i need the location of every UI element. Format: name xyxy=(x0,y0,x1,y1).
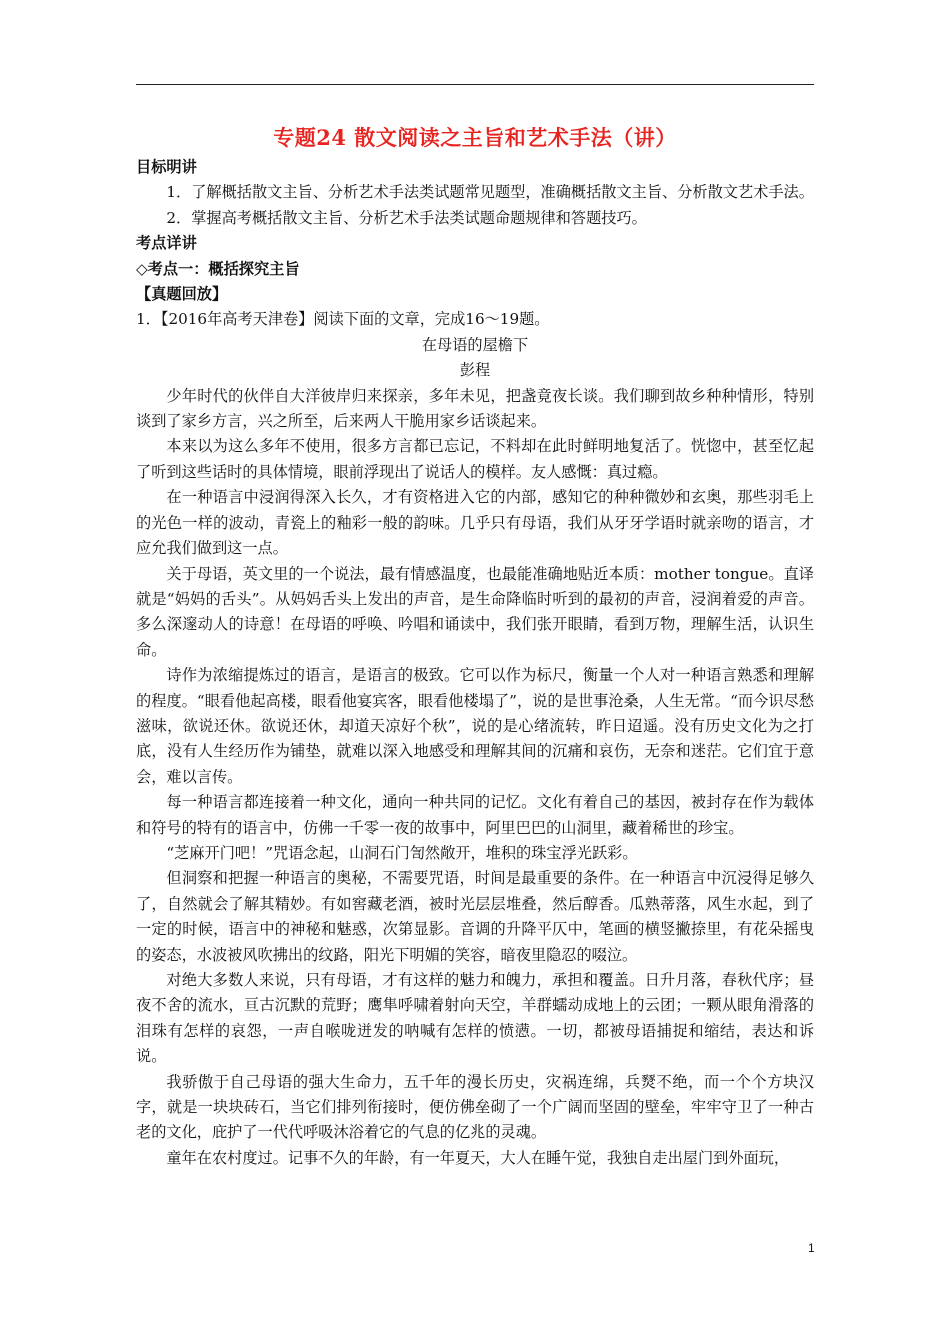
question-intro: 1．【2016年高考天津卷】阅读下面的文章，完成16～19题。 xyxy=(136,310,550,329)
article-title: 在母语的屋檐下 xyxy=(421,335,529,354)
goal-item-1: 1．了解概括散文主旨、分析艺术手法类试题常见题型，准确概括散文主旨、分析散文艺术手法。 xyxy=(166,183,814,202)
document-body xyxy=(136,155,814,1171)
real-exam-heading: 【真题回放】 xyxy=(136,285,228,304)
article-paragraph: “芝麻开门吧！”咒语念起，山洞石门訇然敞开，堆积的珠宝浮光跃彩。 xyxy=(166,843,638,862)
article-paragraph: 童年在农村度过。记事不久的年龄，有一年夏天，大人在睡午觉，我独自走出屋门到外面玩， xyxy=(166,1148,790,1167)
article-paragraph: 关于母语，英文里的一个说法，最有情感温度，也最能准确地贴近本质：mother tongue。直译就是“妈妈的舌头”。从妈妈舌头上发出的声音，是生命降临时听到的最初的声音，浸润着爱的声音。多么深邃动人的诗意！在母语的呼唤、吟唱和诵读中，我们张开眼睛，看到万物，理解生活，认识生命。 xyxy=(136,564,814,659)
article-author: 彭程 xyxy=(459,361,491,380)
article-paragraph: 诗作为浓缩提炼过的语言，是语言的极致。它可以作为标尺，衡量一个人对一种语言熟悉和理解的程度。“眼看他起高楼，眼看他宴宾客，眼看他楼塌了”，说的是世事沧桑，人生无常。“而今识尽愁滋味，欲说还休。欲说还休，却道天凉好个秋”，说的是心绪流转，昨日迢遥。没有历史文化为之打底，没有人生经历作为铺垫，就难以深入地感受和理解其间的沉痛和哀伤，无奈和迷茫。它们宜于意会，难以言传。 xyxy=(136,666,814,786)
points-heading: 考点详讲 xyxy=(136,234,197,253)
document-title: 专题24 散文阅读之主旨和艺术手法（讲） xyxy=(273,125,677,150)
article-paragraph: 本来以为这么多年不使用，很多方言都已忘记，不料却在此时鲜明地复活了。恍惚中，甚至忆起了听到这些话时的具体情境，眼前浮现出了说话人的模样。友人感慨：真过瘾。 xyxy=(136,437,814,481)
article-paragraph: 在一种语言中浸润得深入长久，才有资格进入它的内部，感知它的种种微妙和玄奥，那些羽毛上的光色一样的波动，青瓷上的釉彩一般的韵味。几乎只有母语，我们从牙牙学语时就亲吻的语言，才应允我们做到这一点。 xyxy=(136,488,814,558)
goal-heading: 目标明讲 xyxy=(136,158,197,176)
header-rule xyxy=(136,84,814,85)
article-paragraph: 我骄傲于自己母语的强大生命力，五千年的漫长历史，灾祸连绵，兵燹不绝，而一个个方块汉字，就是一块块砖石，当它们排列衔接时，便仿佛垒砌了一个广阔而坚固的壁垒，牢牢守卫了一种古老的文化，庇护了一代代呼吸沐浴着它的气息的亿兆的灵魂。 xyxy=(136,1072,814,1142)
article-paragraph: 对绝大多数人来说，只有母语，才有这样的魅力和魄力，承担和覆盖。日升月落，春秋代序；昼夜不舍的流水，亘古沉默的荒野；鹰隼呼啸着射向天空，羊群蠕动成地上的云团；一颗从眼角滑落的泪珠有怎样的哀怨，一声自喉咙迸发的呐喊有怎样的愤懑。一切，都被母语捕捉和缩结，表达和诉说。 xyxy=(136,971,814,1066)
article-paragraph: 少年时代的伙伴自大洋彼岸归来探亲，多年未见，把盏竟夜长谈。我们聊到故乡种种情形，特别谈到了家乡方言，兴之所至，后来两人干脆用家乡话谈起来。 xyxy=(136,386,814,431)
page-number: 1 xyxy=(808,1241,815,1255)
article-paragraph: 每一种语言都连接着一种文化，通向一种共同的记忆。文化有着自己的基因，被封存在作为载体和符号的特有的语言中，仿佛一千零一夜的故事中，阿里巴巴的山洞里，藏着稀世的珍宝。 xyxy=(136,793,814,837)
goal-item-2: 2．掌握高考概括散文主旨、分析艺术手法类试题命题规律和答题技巧。 xyxy=(166,208,647,227)
article-paragraph: 但洞察和把握一种语言的奥秘，不需要咒语，时间是最重要的条件。在一种语言中沉浸得足够久了，自然就会了解其精妙。有如窖藏老酒，被时光层层堆叠，然后醇香。瓜熟蒂落，风生水起，到了一定的时候，语言中的神秘和魅惑，次第显影。音调的升降平仄中，笔画的横竖撇捺里，有花朵摇曳的姿态，水波被风吹拂出的纹路，阳光下明媚的笑容，暗夜里隐忍的啜泣。 xyxy=(136,869,814,964)
point-one-heading: ◇考点一：概括探究主旨 xyxy=(136,259,300,278)
